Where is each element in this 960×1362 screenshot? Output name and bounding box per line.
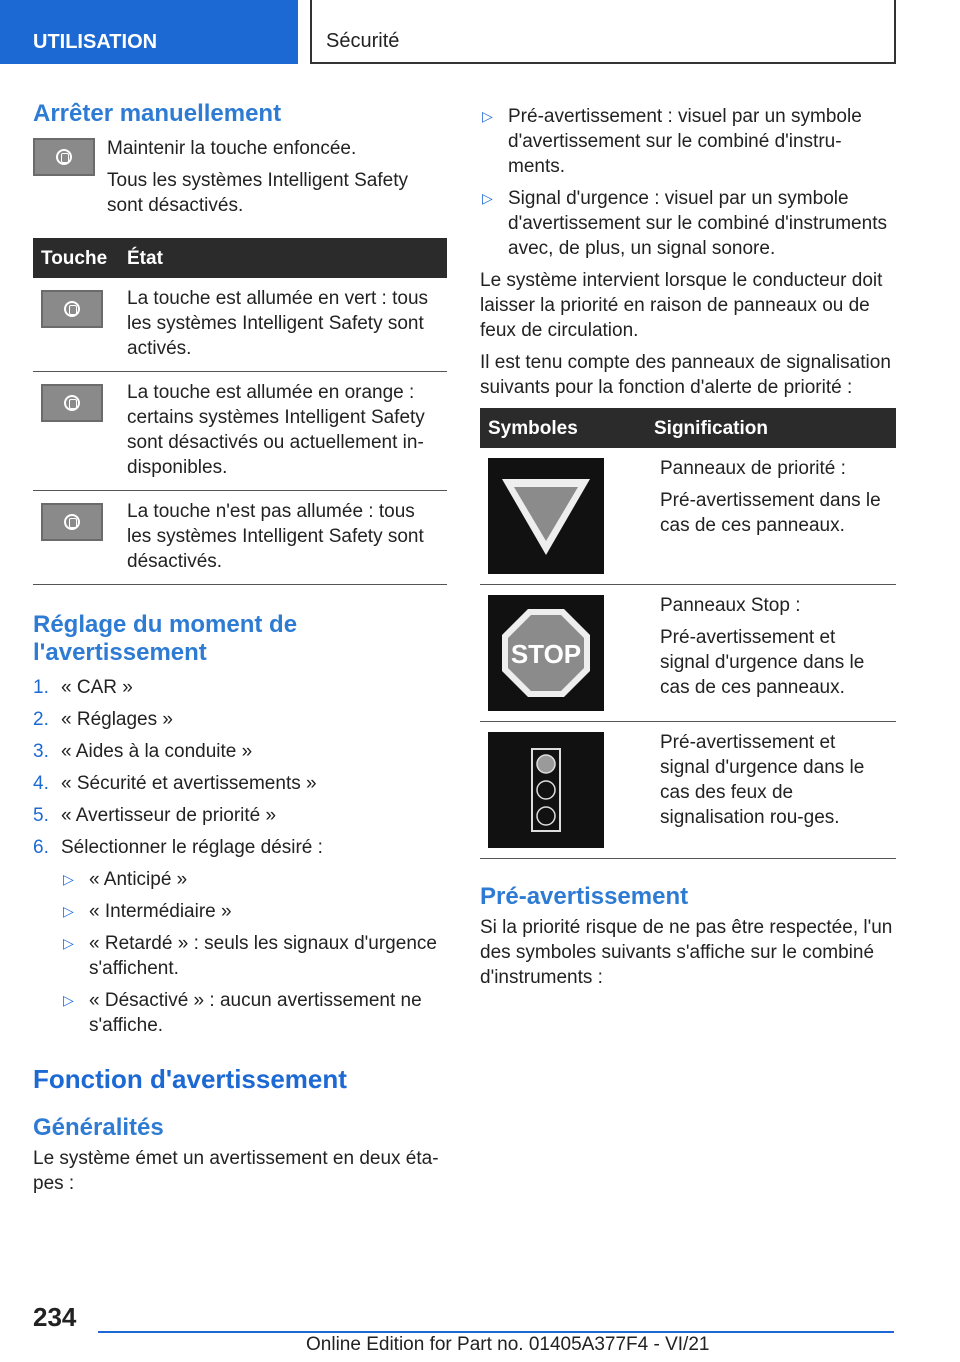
state-text: La touche est allumée en vert : tous les systèmes Intelligent Safety sont activés.: [119, 278, 447, 372]
table-row: [33, 278, 447, 372]
sign-title: Panneaux Stop :: [660, 595, 801, 616]
manual-p2-part: Tous les systèmes Intelligent Safety sont désactivés.: [107, 170, 408, 216]
button-state-table: [33, 238, 447, 585]
footer-divider: [98, 1331, 894, 1333]
options-list: [61, 867, 447, 1038]
list-item: 6. Sélectionner le réglage désiré : ▷ « Anticipé » ▷ « Intermédiaire » ▷ « Retardé » : seuls les signaux d'urgence s'affichent. ▷ « Désactivé » : aucun avertissement ne s'affiche.: [33, 835, 447, 1038]
list-item: 3. « Aides à la conduite »: [33, 741, 253, 762]
sign-text: Pré-avertissement et signal d'urgence dans le cas des feux de signalisation rou-ges.: [660, 732, 865, 828]
col-header-symboles: Symboles: [480, 408, 646, 448]
list-item: ▷ « Désactivé » : aucun avertissement ne s'affiche.: [63, 990, 422, 1036]
generalites-text: Le système émet un avertissement en deux éta-pes :: [33, 1148, 439, 1194]
chapter-tab: UTILISATION: [0, 0, 298, 64]
triangle-right-outline-icon: ▷: [63, 903, 74, 919]
svg-text:STOP: STOP: [510, 639, 582, 669]
intelligent-safety-button-icon: [33, 138, 95, 176]
sign-title: Panneaux de priorité :: [660, 458, 846, 479]
table-row: [33, 491, 447, 585]
list-item: 2. « Réglages »: [33, 709, 173, 730]
heading-manual-stop: Arrêter manuellement: [33, 100, 282, 127]
right-column: [480, 104, 896, 997]
right-p2: Il est tenu compte des panneaux de signalisation suivants pour la fonction d'alerte de priorité :: [480, 352, 891, 398]
section-title: Sécurité: [310, 0, 896, 64]
list-item: 5. « Avertisseur de priorité »: [33, 805, 277, 826]
left-column: [33, 100, 447, 1203]
heading-fonction: Fonction d'avertissement: [33, 1064, 347, 1094]
heading-reglage: Réglage du moment de l'avertissement: [33, 611, 298, 666]
triangle-right-outline-icon: ▷: [63, 992, 74, 1008]
triangle-right-outline-icon: ▷: [482, 190, 493, 206]
footer-edition: Online Edition for Part no. 01405A377F4 - VI/21: [306, 1334, 710, 1355]
col-header-signification: Signification: [646, 408, 896, 448]
button-off-icon: [41, 503, 103, 541]
heading-generalites: Généralités: [33, 1114, 164, 1141]
heading-pre-avertissement: Pré-avertissement: [480, 883, 689, 910]
table-row: [480, 448, 896, 585]
table-row: [33, 372, 447, 491]
state-text: La touche est allumée en orange : certains systèmes Intelligent Safety sont désactivés ou actuellement in-disponibles.: [119, 372, 447, 491]
manual-intro: [33, 136, 447, 218]
pre-text: Si la priorité risque de ne pas être respectée, l'un des symboles suivants s'affiche sur le combiné d'instruments :: [480, 917, 893, 988]
list-item: ▷ « Anticipé »: [63, 869, 188, 890]
yield-sign-icon: [488, 458, 604, 574]
col-header-touche: Touche: [33, 238, 119, 278]
signs-table: [480, 408, 896, 859]
sign-text: Pré-avertissement et signal d'urgence dans le cas de ces panneaux.: [660, 627, 865, 698]
stop-sign-icon: [488, 595, 604, 711]
list-item: 1. « CAR »: [33, 677, 133, 698]
triangle-right-outline-icon: ▷: [63, 871, 74, 887]
sign-text: Pré-avertissement dans le cas de ces panneaux.: [660, 490, 881, 536]
list-item: ▷ « Retardé » : seuls les signaux d'urgence s'affichent.: [63, 933, 437, 979]
state-text: La touche n'est pas allumée : tous les systèmes Intelligent Safety sont désactivés.: [119, 491, 447, 585]
page-number: 234: [33, 1302, 77, 1332]
warning-steps-list: [480, 104, 896, 261]
right-p1: Le système intervient lorsque le conducteur doit laisser la priorité en raison de panneaux ou de feux de circulation.: [480, 270, 883, 341]
triangle-right-outline-icon: ▷: [482, 108, 493, 124]
steps-list: [33, 675, 447, 1038]
col-header-etat: État: [119, 238, 447, 278]
list-item: 4. « Sécurité et avertissements »: [33, 773, 317, 794]
triangle-right-outline-icon: ▷: [63, 935, 74, 951]
table-row: [480, 722, 896, 859]
list-item: ▷ « Intermédiaire »: [63, 901, 232, 922]
list-item: ▷ Signal d'urgence : visuel par un symbole d'avertissement sur le combiné d'instruments avec, de plus, un signal sonore.: [482, 188, 887, 259]
list-item: ▷ Pré-avertissement : visuel par un symbole d'avertissement sur le combiné d'instru-ments.: [482, 106, 862, 177]
traffic-light-icon: [488, 732, 604, 848]
button-green-icon: [41, 290, 103, 328]
manual-p1: Maintenir la touche enfoncée.: [107, 138, 357, 159]
button-orange-icon: [41, 384, 103, 422]
table-row: [480, 585, 896, 722]
